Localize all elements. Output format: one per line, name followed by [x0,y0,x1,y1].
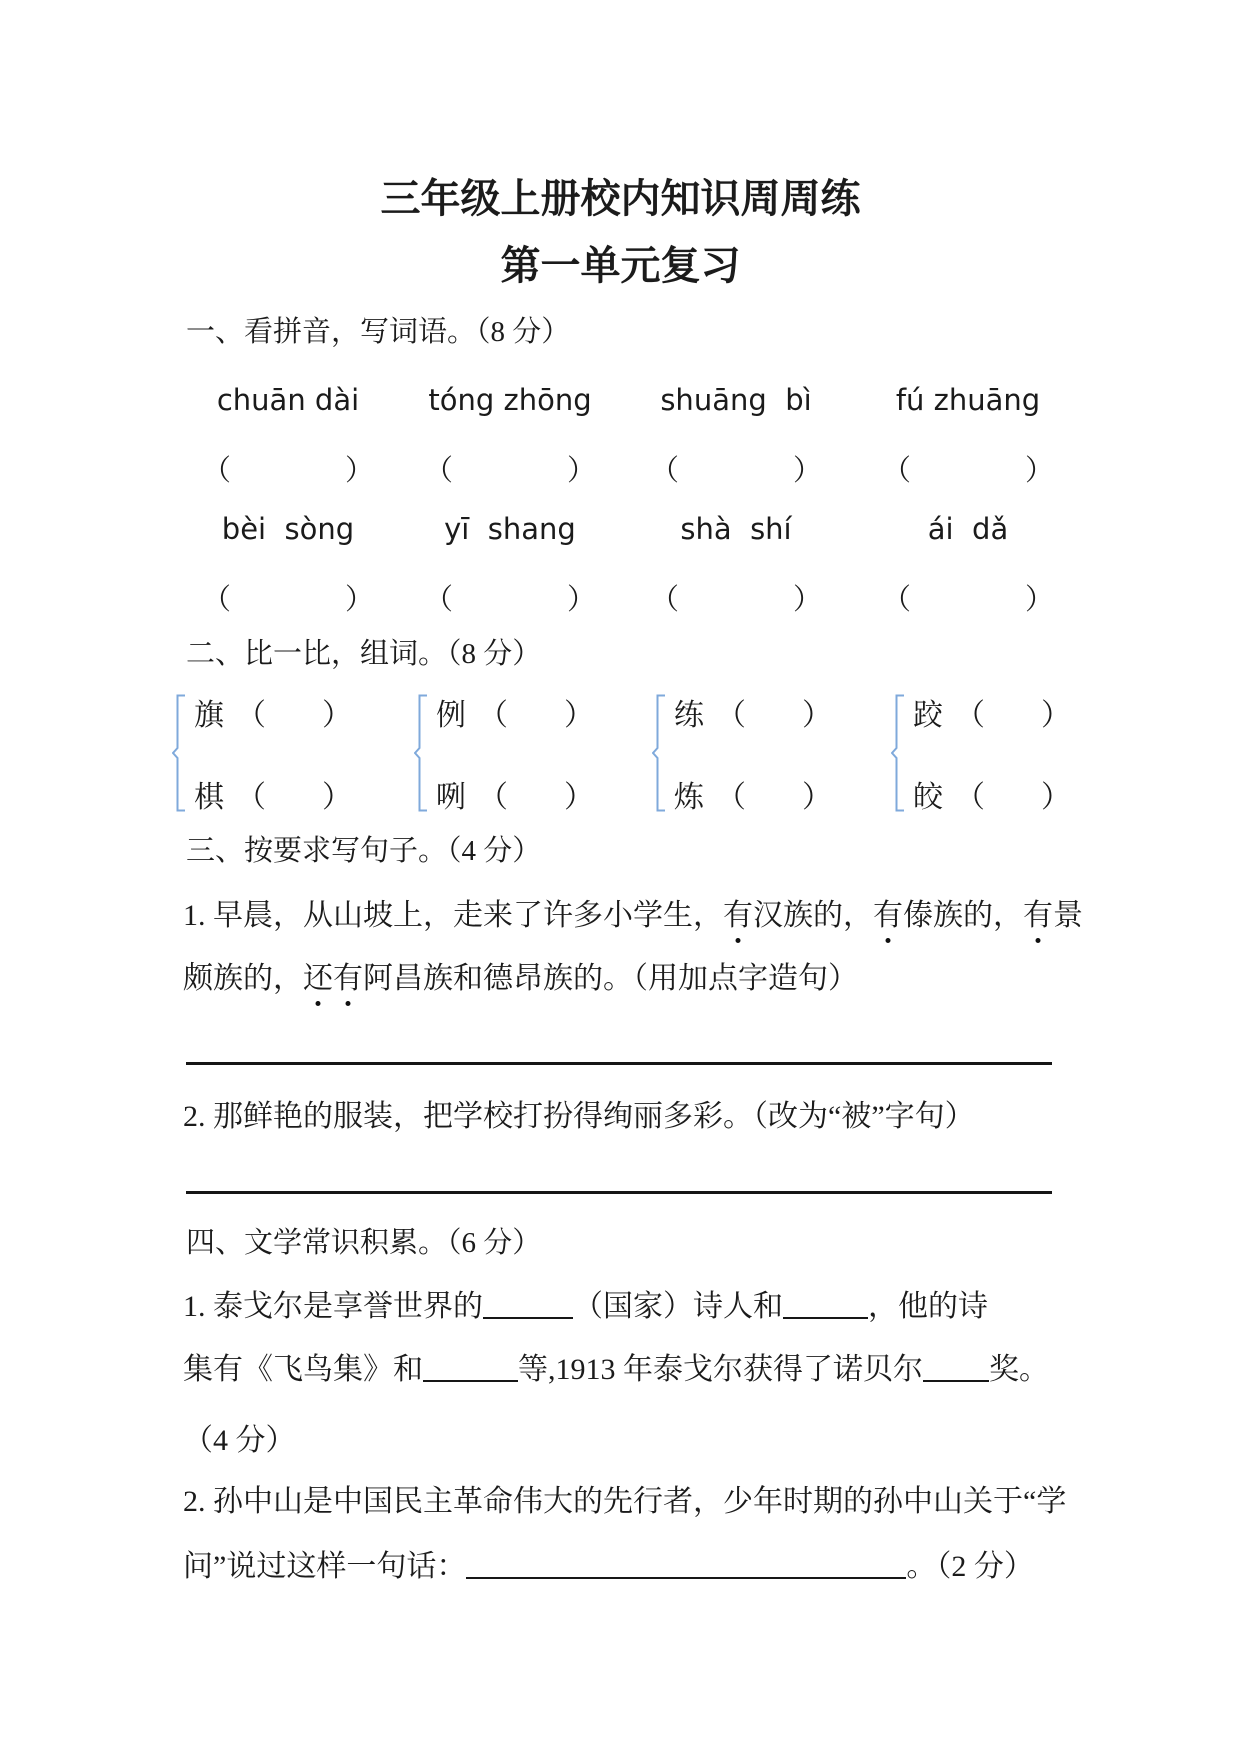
question-text: 等,1913 年泰戈尔获得了诺贝尔 [518,1353,923,1386]
paren-close-char: ） [802,699,832,732]
paren-open-char: （ [424,455,454,487]
pinyin-word: ái dǎ [927,512,1009,546]
word-pair-group [172,694,352,812]
paren-close-char: ） [566,455,596,487]
paren-close-char: ） [802,781,832,814]
paren-open-char: （ [202,455,232,487]
question-text: 颇族的， [183,962,303,995]
pair-char-top: 练 [674,699,704,732]
question-text: 汉族的， [753,899,873,932]
pair-row-top [913,694,1071,730]
answer-parens [424,448,596,489]
pinyin-word: yī shang [444,512,576,546]
paren-open-char: （ [650,455,680,487]
answer-parens [882,577,1054,618]
question-text: 阿昌族和德昂族的。（用加点字造句） [363,962,858,995]
pair-row-top [194,694,352,730]
section-2-heading: 二、比一比，组词。（8 分） [186,638,542,670]
pair-char-bottom: 棋 [194,781,224,814]
pinyin-row-2 [172,512,1072,556]
paren-open-char: （ [882,584,912,616]
emphasized-char: 有 [723,899,753,932]
pair-char-top: 跤 [913,699,943,732]
answer-blank [483,1289,573,1319]
answer-parens [650,577,822,618]
paren-open-char: （ [236,699,266,732]
question-text: 集有《飞鸟集》和 [183,1353,423,1386]
paren-close-char: ） [344,584,374,616]
paren-close-char: ） [792,455,822,487]
paren-close-char: ） [564,699,594,732]
question-text: 景 [1053,899,1083,932]
paren-close-char: ） [1041,699,1071,732]
pair-char-bottom: 皎 [913,781,943,814]
pair-row-bottom [194,776,352,812]
pair-char-top: 旗 [194,699,224,732]
question-text: （国家）诗人和 [573,1290,783,1323]
pair-char-bottom: 咧 [436,781,466,814]
pinyin-word: bèi sòng [221,512,355,546]
answer-parens [650,448,822,489]
answer-blank [923,1352,989,1382]
question-line [183,1289,988,1325]
pinyin-row-1 [172,383,1072,427]
paren-open-char: （ [955,781,985,814]
emphasized-char: 有 [333,962,363,995]
question-text: 问”说过这样一句话： [183,1550,467,1583]
answer-parens [202,577,374,618]
pinyin-word: shuāng bì [660,383,812,417]
paren-close-char: ） [322,699,352,732]
answer-parens [882,448,1054,489]
question-line: 2. 孙中山是中国民主革命伟大的先行者，少年时期的孙中山关于“学 [183,1485,1067,1518]
pinyin-word: tóng zhōng [428,383,592,417]
section-1-heading: 一、看拼音，写词语。（8 分） [186,316,571,348]
paren-row-2 [172,577,1072,621]
paren-open-char: （ [236,781,266,814]
paren-open-char: （ [882,455,912,487]
paren-open-char: （ [650,584,680,616]
paren-close-char: ） [1024,455,1054,487]
answer-blank [783,1289,868,1319]
pair-row-bottom [913,776,1071,812]
answer-parens [424,577,596,618]
question-line: 2. 那鲜艳的服装，把学校打扮得绚丽多彩。（改为“被”字句） [183,1100,975,1133]
pinyin-word: fú zhuāng [895,383,1041,417]
paren-row-1 [172,448,1072,492]
word-pair-group [414,694,594,812]
pair-row-bottom [674,776,832,812]
paren-close-char: ） [792,584,822,616]
pair-row-top [436,694,594,730]
question-line [183,1549,1034,1585]
paren-open-char: （ [716,699,746,732]
paren-open-char: （ [424,584,454,616]
question-line: （4 分） [183,1424,296,1457]
paren-open-char: （ [955,699,985,732]
paren-close-char: ） [1041,781,1071,814]
page-subtitle: 第一单元复习 [500,243,741,288]
paren-close-char: ） [344,455,374,487]
question-text: 傣族的， [903,899,1023,932]
answer-parens [202,448,374,489]
emphasized-char: 有 [1023,899,1053,932]
paren-close-char: ） [564,781,594,814]
question-text: 1. 早晨，从山坡上，走来了许多小学生， [183,899,723,932]
question-text: 奖。 [989,1353,1049,1386]
word-pairs-block [172,694,1072,826]
section-3-heading: 三、按要求写句子。（4 分） [186,835,542,867]
answer-line [186,1191,1052,1194]
word-pair-group [652,694,832,812]
pair-char-top: 例 [436,699,466,732]
answer-line [186,1062,1052,1065]
question-line [183,961,858,997]
paren-open-char: （ [478,781,508,814]
page-title: 三年级上册校内知识周周练 [380,176,861,221]
word-pair-group [891,694,1071,812]
curly-brace-icon [891,694,905,812]
pinyin-word: shà shí [680,512,792,546]
pair-row-bottom [436,776,594,812]
paren-open-char: （ [716,781,746,814]
answer-blank [423,1352,518,1382]
answer-blank [466,1549,906,1579]
pinyin-word: chuān dài [216,383,360,417]
emphasized-char: 有 [873,899,903,932]
paren-close-char: ） [322,781,352,814]
curly-brace-icon [652,694,666,812]
emphasized-char: 还 [303,962,333,995]
pair-char-bottom: 炼 [674,781,704,814]
curly-brace-icon [414,694,428,812]
paren-open-char: （ [202,584,232,616]
question-text: 。（2 分） [906,1550,1034,1583]
pair-row-top [674,694,832,730]
paren-close-char: ） [1024,584,1054,616]
paren-close-char: ） [566,584,596,616]
curly-brace-icon [172,694,186,812]
section-4-heading: 四、文学常识积累。（6 分） [186,1227,542,1259]
paren-open-char: （ [478,699,508,732]
question-text: 1. 泰戈尔是享誉世界的 [183,1290,483,1323]
question-line [183,898,1083,934]
question-text: ，他的诗 [868,1290,988,1323]
question-line [183,1352,1049,1388]
